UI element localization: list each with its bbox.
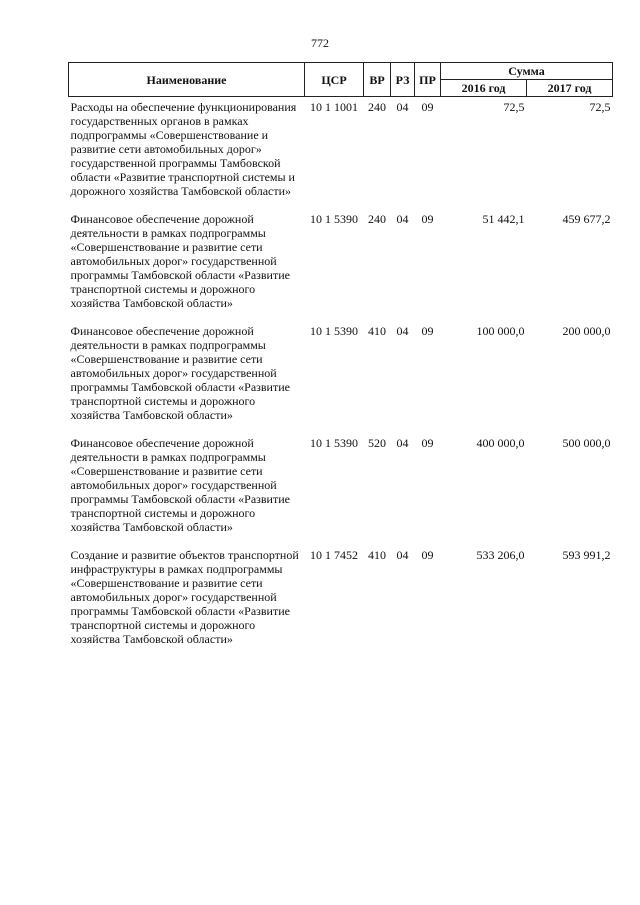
header-vr: ВР [364, 63, 391, 97]
row-sum-2017: 500 000,0 [562, 436, 611, 450]
row-name: Финансовое обеспечение дорожной деятельности в рамках подпрограммы «Совершенствование и развитие сети автомобильных дорог» государственной программы Тамбовской области «Развитие транспортной системы и дорожного хозяйства Тамбовской области» [70, 436, 290, 534]
header-year-2016: 2016 год [441, 80, 527, 97]
row-name: Расходы на обеспечение функционирования государственных органов в рамках подпрограммы «Совершенствование и развитие сети автомобильных дорог» государственной программы Тамбовской области «Развитие транспортной системы и дорожного хозяйства Тамбовской области» [70, 100, 297, 198]
table-row [69, 324, 613, 436]
header-csr: ЦСР [305, 63, 364, 97]
row-vr: 240 [368, 100, 386, 114]
row-pr: 09 [421, 100, 434, 114]
row-rz: 04 [396, 100, 409, 114]
row-csr: 10 1 5390 [310, 212, 358, 226]
row-csr: 10 1 7452 [310, 548, 358, 562]
header-rz: РЗ [391, 63, 415, 97]
row-pr: 09 [421, 548, 434, 562]
row-vr: 410 [368, 324, 386, 338]
row-vr: 240 [368, 212, 386, 226]
table-row [69, 548, 613, 660]
row-sum-2017: 593 991,2 [562, 548, 611, 562]
table-row [69, 97, 613, 213]
row-vr: 410 [368, 548, 386, 562]
budget-table [68, 62, 613, 660]
row-rz: 04 [396, 324, 409, 338]
table-row [69, 212, 613, 324]
row-rz: 04 [396, 548, 409, 562]
row-sum-2017: 72,5 [589, 100, 611, 114]
header-sum: Сумма [441, 63, 613, 80]
table-row [69, 436, 613, 548]
row-csr: 10 1 5390 [310, 436, 358, 450]
row-sum-2017: 200 000,0 [562, 324, 611, 338]
row-vr: 520 [368, 436, 386, 450]
row-csr: 10 1 5390 [310, 324, 358, 338]
header-year-2017: 2017 год [527, 80, 613, 97]
row-sum-2016: 400 000,0 [476, 436, 525, 450]
row-pr: 09 [421, 212, 434, 226]
row-rz: 04 [396, 436, 409, 450]
row-csr: 10 1 1001 [310, 100, 358, 114]
row-sum-2016: 72,5 [503, 100, 525, 114]
page-number: 772 [311, 36, 329, 50]
row-name: Создание и развитие объектов транспортной инфраструктуры в рамках подпрограммы «Совершенствование и развитие сети автомобильных дорог» государственной программы Тамбовской области «Развитие транспортной системы и дорожного хозяйства Тамбовской области» [70, 548, 299, 646]
row-pr: 09 [421, 436, 434, 450]
row-sum-2016: 100 000,0 [476, 324, 525, 338]
row-sum-2016: 51 442,1 [482, 212, 525, 226]
row-sum-2017: 459 677,2 [562, 212, 611, 226]
row-rz: 04 [396, 212, 409, 226]
row-name: Финансовое обеспечение дорожной деятельности в рамках подпрограммы «Совершенствование и развитие сети автомобильных дорог» государственной программы Тамбовской области «Развитие транспортной системы и дорожного хозяйства Тамбовской области» [70, 324, 290, 422]
header-name: Наименование [69, 63, 305, 97]
row-name: Финансовое обеспечение дорожной деятельности в рамках подпрограммы «Совершенствование и развитие сети автомобильных дорог» государственной программы Тамбовской области «Развитие транспортной системы и дорожного хозяйства Тамбовской области» [70, 212, 290, 310]
row-pr: 09 [421, 324, 434, 338]
row-sum-2016: 533 206,0 [476, 548, 525, 562]
header-pr: ПР [415, 63, 441, 97]
